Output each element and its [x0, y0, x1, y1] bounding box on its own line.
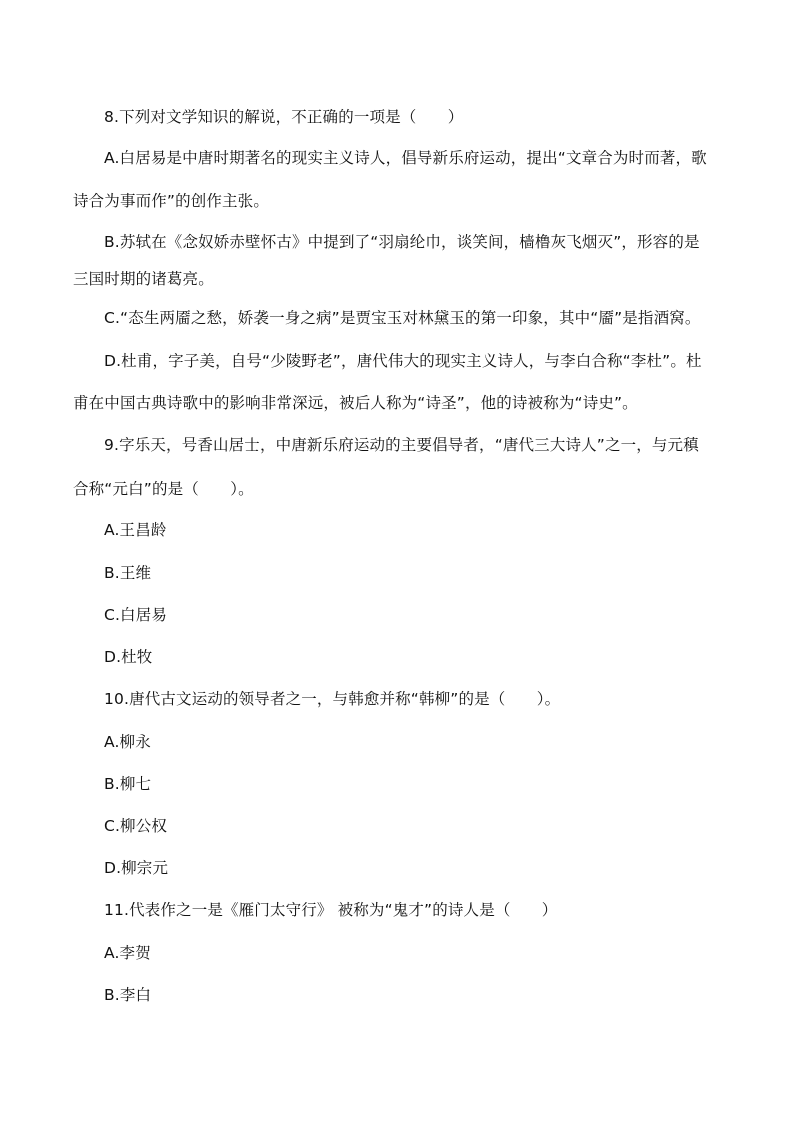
- question-8-option-b-line1: B.苏轼在《念奴娇赤壁怀古》中提到了“羽扇纶巾，谈笑间，樯橹灰飞烟灭”，形容的是: [104, 233, 700, 251]
- question-8-option-c: C.“态生两靥之愁，娇袭一身之病”是贾宝玉对林黛玉的第一印象，其中“靥”是指酒窝。: [104, 309, 701, 327]
- question-10-option-c: C.柳公权: [104, 817, 167, 835]
- question-8-option-d-line2: 甫在中国古典诗歌中的影响非常深远，被后人称为“诗圣”，他的诗被称为“诗史”。: [73, 394, 638, 412]
- question-9-option-d: D.杜牧: [104, 648, 153, 666]
- question-8-option-b-line2: 三国时期的诸葛亮。: [73, 270, 214, 288]
- question-9-stem-line1: 9.字乐天，号香山居士，中唐新乐府运动的主要倡导者，“唐代三大诗人”之一，与元稹: [104, 436, 699, 454]
- question-9-option-a: A.王昌龄: [104, 521, 167, 539]
- question-11-option-a: A.李贺: [104, 944, 151, 962]
- question-8-option-a-line2: 诗合为事而作”的创作主张。: [73, 192, 269, 210]
- question-9-option-c: C.白居易: [104, 606, 167, 624]
- question-10-stem: 10.唐代古文运动的领导者之一，与韩愈并称“韩柳”的是（ ）。: [104, 690, 561, 708]
- question-11-stem: 11.代表作之一是《雁门太守行》 被称为“鬼才”的诗人是（ ）: [104, 901, 558, 919]
- question-9-stem-line2: 合称“元白”的是（ ）。: [73, 480, 254, 498]
- question-8-option-d-line1: D.杜甫，字子美，自号“少陵野老”，唐代伟大的现实主义诗人，与李白合称“李杜”。杜: [104, 352, 702, 370]
- question-10-option-d: D.柳宗元: [104, 859, 169, 877]
- question-11-option-b: B.李白: [104, 986, 152, 1004]
- question-8-option-a-line1: A.白居易是中唐时期著名的现实主义诗人，倡导新乐府运动，提出“文章合为时而著，歌: [104, 149, 707, 167]
- question-10-option-b: B.柳七: [104, 775, 152, 793]
- question-10-option-a: A.柳永: [104, 733, 151, 751]
- question-8-stem: 8.下列对文学知识的解说，不正确的一项是（ ）: [104, 108, 464, 126]
- question-9-option-b: B.王维: [104, 564, 152, 582]
